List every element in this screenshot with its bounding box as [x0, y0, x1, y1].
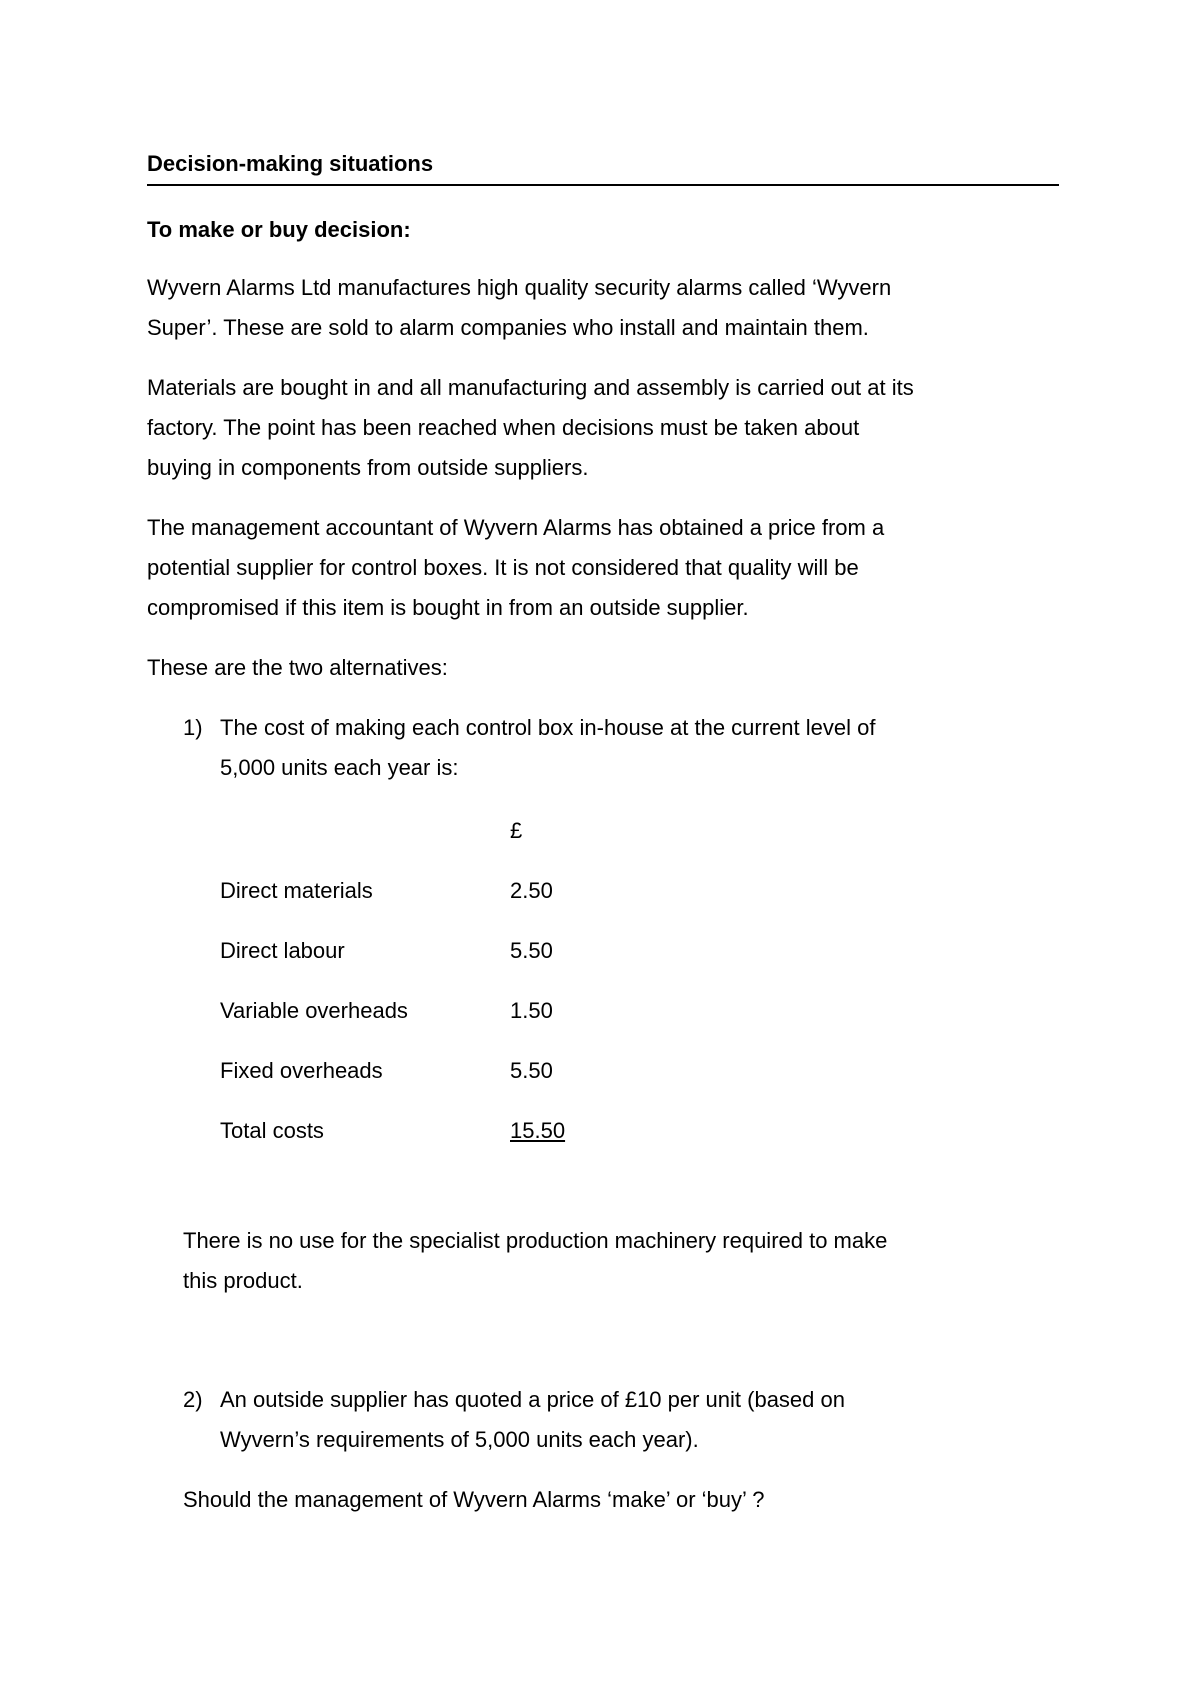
item2-line2: Wyvern’s requirements of 5,000 units each year). — [220, 1427, 699, 1452]
cost-row-label: Fixed overheads — [220, 1058, 383, 1083]
document-title: Decision-making situations — [147, 144, 1059, 186]
item1-line1: The cost of making each control box in-house at the current level of — [220, 715, 876, 740]
item1-number: 1) — [183, 715, 203, 740]
paragraph3-line2: potential supplier for control boxes. It is not considered that quality will be — [147, 555, 859, 580]
item1-line2: 5,000 units each year is: — [220, 755, 459, 780]
cost-row-label: Direct materials — [220, 878, 373, 903]
subheading: To make or buy decision: — [147, 217, 411, 242]
paragraph3-line3: compromised if this item is bought in from an outside supplier. — [147, 595, 749, 620]
cost-row-value: 5.50 — [510, 938, 553, 963]
cost-row-value: 2.50 — [510, 878, 553, 903]
item2-line1: An outside supplier has quoted a price of £10 per unit (based on — [220, 1387, 845, 1412]
item2-number: 2) — [183, 1387, 203, 1412]
alternatives-intro: These are the two alternatives: — [147, 655, 448, 680]
cost-row-value: 1.50 — [510, 998, 553, 1023]
total-costs-value: 15.50 — [510, 1118, 566, 1143]
cost-row-label: Direct labour — [220, 938, 345, 963]
cost-row-value: 5.50 — [510, 1058, 553, 1083]
paragraph1-line2: Super’. These are sold to alarm companies who install and maintain them. — [147, 315, 869, 340]
paragraph3-line1: The management accountant of Wyvern Alarms has obtained a price from a — [147, 515, 885, 540]
paragraph1-line1: Wyvern Alarms Ltd manufactures high quality security alarms called ‘Wyvern — [147, 275, 892, 300]
paragraph2-line2: factory. The point has been reached when decisions must be taken about — [147, 415, 860, 440]
machinery-note-line2: this product. — [183, 1268, 303, 1293]
paragraph2-line1: Materials are bought in and all manufacturing and assembly is carried out at its — [147, 375, 914, 400]
total-costs-label: Total costs — [220, 1118, 324, 1143]
currency-header: £ — [510, 818, 523, 843]
closing-question: Should the management of Wyvern Alarms ‘make’ or ‘buy’ ? — [183, 1487, 765, 1512]
paragraph2-line3: buying in components from outside suppliers. — [147, 455, 589, 480]
machinery-note-line1: There is no use for the specialist production machinery required to make — [183, 1228, 888, 1253]
cost-row-label: Variable overheads — [220, 998, 408, 1023]
